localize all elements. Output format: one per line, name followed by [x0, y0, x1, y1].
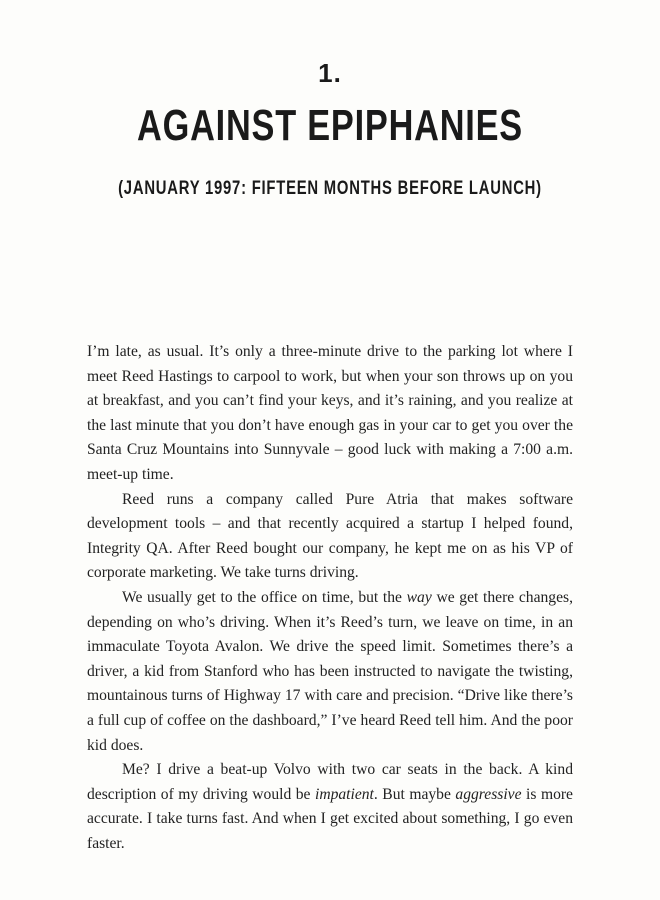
paragraph-4-text-before: Me? I drive a beat-up Volvo with two car seats in the back. A kind description of my driving would be: [87, 761, 573, 803]
paragraph-3: [87, 586, 573, 758]
paragraph-3-text-before: We usually get to the office on time, but the: [122, 588, 407, 606]
chapter-title: AGAINST EPIPHANIES: [137, 101, 523, 150]
paragraph-3-emphasis: way: [406, 588, 432, 606]
chapter-number: 1.: [318, 58, 342, 88]
paragraph-2: Reed runs a company called Pure Atria that makes software development tools – and that recently acquired a startup I helped found, Integrity QA. After Reed bought our company, he kept me on as his VP of corporate marketing. We take turns driving.: [87, 490, 573, 582]
paragraph-4-text-middle: . But maybe: [373, 785, 456, 803]
paragraph-4-text-after: is more accurate. I take turns fast. And when I get excited about something, I go even faster.: [87, 785, 573, 852]
chapter-body: [87, 340, 573, 856]
chapter-subtitle: (JANUARY 1997: FIFTEEN MONTHS BEFORE LAUNCH): [118, 178, 542, 199]
paragraph-4: [87, 758, 573, 856]
paragraph-4-emphasis-impatient: impatient: [314, 785, 374, 803]
paragraph-1: I’m late, as usual. It’s only a three-minute drive to the parking lot where I meet Reed Hastings to carpool to work, but when your son throws up on you at breakfast, and you can’t find your keys, and it’s raining, and you realize at the last minute that you don’t have enough gas in your car to get you over the Santa Cruz Mountains into Sunnyvale – good luck with making a 7:00 a.m. meet-up time.: [87, 343, 573, 483]
paragraph-4-emphasis-aggressive: aggressive: [455, 785, 522, 803]
paragraph-3-text-after: we get there changes, depending on who’s driving. When it’s Reed’s turn, we leave on time, in an immaculate Toyota Avalon. We drive the speed limit. Sometimes there’s a driver, a kid from Stanford who has been instructed to navigate the twisting, mountainous turns of Highway 17 with care and precision. “Drive like there’s a full cup of coffee on the dashboard,” I’ve heard Reed tell him. And the poor kid does.: [87, 588, 573, 754]
